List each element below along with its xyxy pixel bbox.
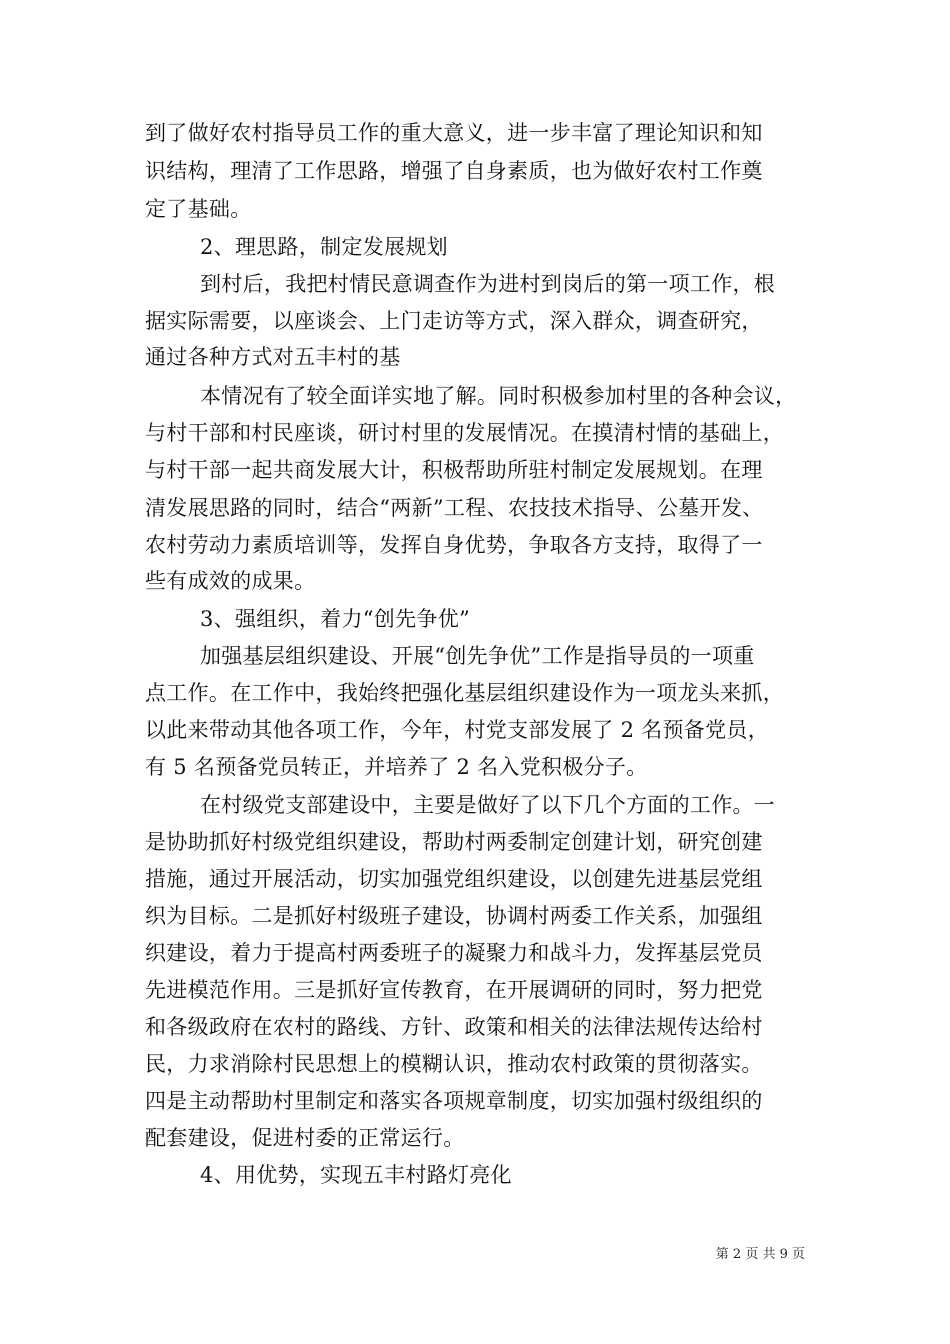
text-line: 先进模范作用。三是抓好宣传教育，在开展调研的同时，努力把党 [145, 978, 763, 1002]
section-heading: 2、理思路，制定发展规划 [200, 235, 448, 259]
text-line: 到了做好农村指导员工作的重大意义，进一步丰富了理论知识和知 [145, 121, 763, 145]
text-line: 识结构，理清了工作思路，增强了自身素质，也为做好农村工作奠 [145, 159, 763, 183]
text-line: 织建设，着力于提高村两委班子的凝聚力和战斗力，发挥基层党员 [145, 941, 763, 965]
text-line: 点工作。在工作中，我始终把强化基层组织建设作为一项龙头来抓， [145, 681, 784, 705]
text-line: 织为目标。二是抓好村级班子建设，协调村两委工作关系，加强组 [145, 904, 763, 928]
text-line: 本情况有了较全面详实地了解。同时积极参加村里的各种会议， [200, 384, 797, 408]
text-line: 些有成效的成果。 [145, 569, 316, 593]
text-line: 在村级党支部建设中，主要是做好了以下几个方面的工作。一 [200, 793, 776, 817]
text-line: 有 5 名预备党员转正，并培养了 2 名入党积极分子。 [145, 755, 648, 779]
text-line: 措施，通过开展活动，切实加强党组织建设，以创建先进基层党组 [145, 867, 763, 891]
text-line: 以此来带动其他各项工作，今年，村党支部发展了 2 名预备党员， [145, 718, 770, 742]
text-line: 与村干部一起共商发展大计，积极帮助所驻村制定发展规划。在理 [145, 458, 763, 482]
text-line: 是协助抓好村级党组织建设，帮助村两委制定创建计划，研究创建 [145, 830, 763, 854]
text-line: 民，力求消除村民思想上的模糊认识，推动农村政策的贯彻落实。 [145, 1052, 763, 1076]
text-line: 据实际需要，以座谈会、上门走访等方式，深入群众，调查研究， [145, 309, 763, 333]
text-line: 清发展思路的同时，结合“两新”工程、农技技术指导、公墓开发、 [145, 496, 764, 520]
text-line: 到村后，我把村情民意调查作为进村到岗后的第一项工作，根 [200, 272, 776, 296]
section-heading: 4、用优势，实现五丰村路灯亮化 [200, 1163, 512, 1187]
text-line: 通过各种方式对五丰村的基 [145, 345, 401, 369]
text-line: 配套建设，促进村委的正常运行。 [145, 1126, 465, 1150]
text-line: 和各级政府在农村的路线、方针、政策和相关的法律法规传达给村 [145, 1015, 763, 1039]
text-line: 加强基层组织建设、开展“创先争优”工作是指导员的一项重 [200, 644, 755, 668]
section-heading: 3、强组织，着力“创先争优” [200, 607, 471, 631]
text-line: 农村劳动力素质培训等，发挥自身优势，争取各方支持，取得了一 [145, 533, 763, 557]
text-line: 四是主动帮助村里制定和落实各项规章制度，切实加强村级组织的 [145, 1089, 763, 1113]
text-line: 与村干部和村民座谈，研讨村里的发展情况。在摸清村情的基础上， [145, 421, 784, 445]
text-line: 定了基础。 [145, 197, 252, 221]
page-number: 第 2 页 共 9 页 [715, 1247, 805, 1262]
